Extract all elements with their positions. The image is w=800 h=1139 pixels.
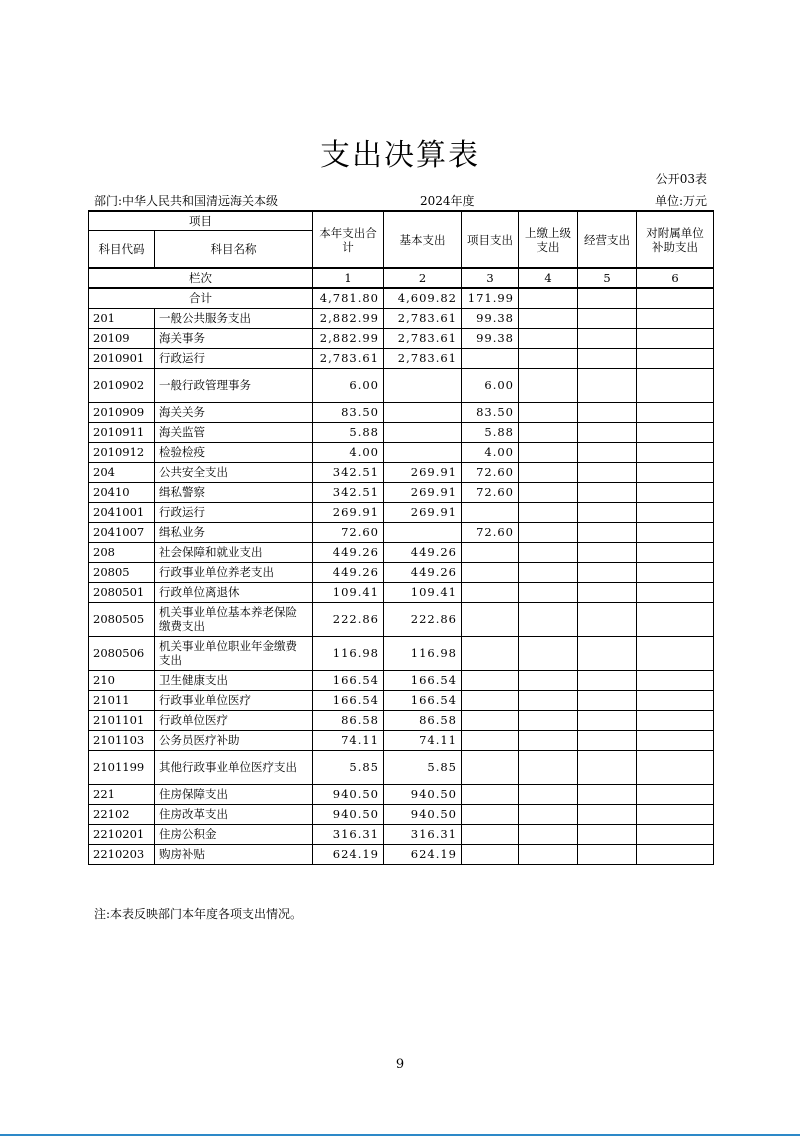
row-code: 2010902 [89, 368, 155, 402]
row-subsidy [637, 670, 714, 690]
row-upper [519, 482, 578, 502]
table-row [89, 422, 714, 442]
row-basic: 74.11 [384, 730, 462, 750]
header-basic: 基本支出 [384, 211, 462, 268]
row-code: 2101101 [89, 710, 155, 730]
row-total: 86.58 [313, 710, 384, 730]
row-upper [519, 602, 578, 636]
row-name: 社会保障和就业支出 [155, 542, 313, 562]
row-subsidy [637, 750, 714, 784]
row-code: 201 [89, 308, 155, 328]
row-subsidy [637, 462, 714, 482]
column-num: 5 [578, 268, 637, 288]
column-num: 6 [637, 268, 714, 288]
row-upper [519, 582, 578, 602]
row-subsidy [637, 542, 714, 562]
page-number: 9 [395, 1057, 405, 1072]
table-row [89, 582, 714, 602]
table-row [89, 542, 714, 562]
row-business [578, 670, 637, 690]
row-subsidy [637, 730, 714, 750]
row-subsidy [637, 784, 714, 804]
row-project: 5.88 [462, 422, 519, 442]
row-business [578, 582, 637, 602]
row-subsidy [637, 502, 714, 522]
row-subsidy [637, 804, 714, 824]
row-total: 940.50 [313, 804, 384, 824]
column-num: 4 [519, 268, 578, 288]
row-project [462, 844, 519, 864]
row-name: 住房公积金 [155, 824, 313, 844]
page-title: 支出决算表 [320, 138, 480, 173]
row-project: 72.60 [462, 462, 519, 482]
table-row [89, 804, 714, 824]
row-upper [519, 542, 578, 562]
row-name: 海关关务 [155, 402, 313, 422]
row-total: 2,783.61 [313, 348, 384, 368]
row-project [462, 690, 519, 710]
table-row [89, 502, 714, 522]
row-upper [519, 442, 578, 462]
row-business [578, 462, 637, 482]
row-total: 116.98 [313, 636, 384, 670]
row-basic: 940.50 [384, 784, 462, 804]
row-project: 4.00 [462, 442, 519, 462]
unit-label: 单位:万元 [654, 194, 707, 208]
header-subsidy: 对附属单位补助支出 [637, 211, 714, 268]
row-subsidy [637, 368, 714, 402]
row-business [578, 824, 637, 844]
row-business [578, 844, 637, 864]
row-total: 4.00 [313, 442, 384, 462]
row-name: 行政事业单位医疗 [155, 690, 313, 710]
row-upper [519, 422, 578, 442]
row-basic [384, 522, 462, 542]
row-business [578, 422, 637, 442]
row-business [578, 750, 637, 784]
row-upper [519, 670, 578, 690]
row-name: 行政单位医疗 [155, 710, 313, 730]
table-row [89, 562, 714, 582]
row-business [578, 442, 637, 462]
row-upper [519, 348, 578, 368]
row-basic: 2,783.61 [384, 328, 462, 348]
row-business [578, 328, 637, 348]
row-code: 204 [89, 462, 155, 482]
total-subsidy [637, 288, 714, 308]
row-subsidy [637, 402, 714, 422]
row-upper [519, 804, 578, 824]
row-project [462, 502, 519, 522]
row-subsidy [637, 844, 714, 864]
row-name: 机关事业单位职业年金缴费支出 [155, 636, 313, 670]
row-total: 109.41 [313, 582, 384, 602]
row-project [462, 710, 519, 730]
row-business [578, 730, 637, 750]
row-business [578, 784, 637, 804]
row-basic: 166.54 [384, 670, 462, 690]
row-project: 99.38 [462, 328, 519, 348]
row-basic: 269.91 [384, 482, 462, 502]
row-code: 2080501 [89, 582, 155, 602]
row-total: 342.51 [313, 462, 384, 482]
row-basic [384, 422, 462, 442]
row-subsidy [637, 690, 714, 710]
row-total: 316.31 [313, 824, 384, 844]
row-code: 2101103 [89, 730, 155, 750]
row-code: 20410 [89, 482, 155, 502]
row-name: 一般公共服务支出 [155, 308, 313, 328]
column-number-row [89, 268, 714, 288]
row-project [462, 602, 519, 636]
row-code: 208 [89, 542, 155, 562]
row-business [578, 562, 637, 582]
row-upper [519, 328, 578, 348]
row-upper [519, 502, 578, 522]
department-label: 部门:中华人民共和国清远海关本级 [94, 194, 279, 208]
row-business [578, 710, 637, 730]
row-code: 2210203 [89, 844, 155, 864]
row-subsidy [637, 482, 714, 502]
table-row [89, 368, 714, 402]
row-total: 72.60 [313, 522, 384, 542]
row-upper [519, 784, 578, 804]
row-business [578, 402, 637, 422]
row-name: 机关事业单位基本养老保险缴费支出 [155, 602, 313, 636]
row-total: 83.50 [313, 402, 384, 422]
row-name: 一般行政管理事务 [155, 368, 313, 402]
row-basic: 624.19 [384, 844, 462, 864]
row-upper [519, 730, 578, 750]
row-code: 21011 [89, 690, 155, 710]
row-name: 检验检疫 [155, 442, 313, 462]
row-business [578, 690, 637, 710]
row-code: 2080506 [89, 636, 155, 670]
row-name: 行政事业单位养老支出 [155, 562, 313, 582]
table-row [89, 690, 714, 710]
row-business [578, 602, 637, 636]
table-row [89, 462, 714, 482]
row-project [462, 670, 519, 690]
table-row [89, 602, 714, 636]
row-project [462, 730, 519, 750]
row-project: 6.00 [462, 368, 519, 402]
row-total: 2,882.99 [313, 308, 384, 328]
row-basic: 86.58 [384, 710, 462, 730]
column-num: 3 [462, 268, 519, 288]
row-code: 20109 [89, 328, 155, 348]
row-basic: 940.50 [384, 804, 462, 824]
row-name: 海关事务 [155, 328, 313, 348]
table-row [89, 308, 714, 328]
table-row [89, 442, 714, 462]
row-basic: 269.91 [384, 502, 462, 522]
row-project [462, 582, 519, 602]
row-subsidy [637, 348, 714, 368]
row-total: 6.00 [313, 368, 384, 402]
row-upper [519, 562, 578, 582]
row-basic: 222.86 [384, 602, 462, 636]
row-business [578, 348, 637, 368]
row-basic: 5.85 [384, 750, 462, 784]
row-code: 2080505 [89, 602, 155, 636]
row-business [578, 308, 637, 328]
row-upper [519, 462, 578, 482]
row-code: 2041001 [89, 502, 155, 522]
header-total: 本年支出合计 [313, 211, 384, 268]
table-row [89, 710, 714, 730]
row-name: 购房补贴 [155, 844, 313, 864]
row-total: 449.26 [313, 542, 384, 562]
row-project [462, 784, 519, 804]
row-code: 2010912 [89, 442, 155, 462]
row-name: 其他行政事业单位医疗支出 [155, 750, 313, 784]
row-subsidy [637, 582, 714, 602]
header-project: 项目 [89, 211, 313, 230]
row-code: 2101199 [89, 750, 155, 784]
total-basic: 4,609.82 [384, 288, 462, 308]
row-upper [519, 522, 578, 542]
row-upper [519, 308, 578, 328]
row-subsidy [637, 442, 714, 462]
column-num: 2 [384, 268, 462, 288]
row-name: 公共安全支出 [155, 462, 313, 482]
total-amount: 4,781.80 [313, 288, 384, 308]
row-project [462, 348, 519, 368]
row-code: 2041007 [89, 522, 155, 542]
row-code: 2010901 [89, 348, 155, 368]
row-business [578, 804, 637, 824]
expenditure-table [88, 210, 714, 865]
row-business [578, 502, 637, 522]
row-subsidy [637, 562, 714, 582]
row-total: 940.50 [313, 784, 384, 804]
row-upper [519, 368, 578, 402]
row-subsidy [637, 522, 714, 542]
row-basic [384, 442, 462, 462]
footer-rule [0, 1134, 800, 1136]
row-basic: 2,783.61 [384, 348, 462, 368]
table-row [89, 402, 714, 422]
row-project [462, 636, 519, 670]
row-name: 公务员医疗补助 [155, 730, 313, 750]
row-code: 20805 [89, 562, 155, 582]
row-upper [519, 750, 578, 784]
row-total: 5.85 [313, 750, 384, 784]
row-project [462, 824, 519, 844]
row-subsidy [637, 824, 714, 844]
fiscal-year: 2024年度 [420, 194, 475, 208]
row-total: 624.19 [313, 844, 384, 864]
column-num: 1 [313, 268, 384, 288]
table-row [89, 784, 714, 804]
row-total: 269.91 [313, 502, 384, 522]
table-row [89, 482, 714, 502]
row-basic: 109.41 [384, 582, 462, 602]
row-project: 72.60 [462, 482, 519, 502]
column-label: 栏次 [89, 268, 313, 288]
row-total: 449.26 [313, 562, 384, 582]
table-row [89, 670, 714, 690]
row-name: 住房改革支出 [155, 804, 313, 824]
row-basic: 116.98 [384, 636, 462, 670]
table-note: 注:本表反映部门本年度各项支出情况。 [94, 907, 303, 921]
row-code: 2010909 [89, 402, 155, 422]
row-name: 卫生健康支出 [155, 670, 313, 690]
row-upper [519, 844, 578, 864]
row-name: 行政运行 [155, 348, 313, 368]
row-code: 210 [89, 670, 155, 690]
row-project: 72.60 [462, 522, 519, 542]
row-name: 缉私业务 [155, 522, 313, 542]
row-basic: 449.26 [384, 562, 462, 582]
row-subsidy [637, 328, 714, 348]
row-total: 74.11 [313, 730, 384, 750]
row-business [578, 368, 637, 402]
table-row [89, 522, 714, 542]
row-upper [519, 690, 578, 710]
form-number: 公开03表 [655, 172, 707, 186]
row-project: 99.38 [462, 308, 519, 328]
row-subsidy [637, 710, 714, 730]
header-name: 科目名称 [155, 230, 313, 268]
row-basic: 269.91 [384, 462, 462, 482]
row-subsidy [637, 308, 714, 328]
header-row-1 [89, 211, 714, 230]
row-project [462, 542, 519, 562]
total-business [578, 288, 637, 308]
table-row [89, 730, 714, 750]
header-upper: 上缴上级支出 [519, 211, 578, 268]
row-total: 166.54 [313, 690, 384, 710]
header-business: 经营支出 [578, 211, 637, 268]
row-code: 2010911 [89, 422, 155, 442]
table-row [89, 348, 714, 368]
row-business [578, 482, 637, 502]
row-upper [519, 710, 578, 730]
header-code: 科目代码 [89, 230, 155, 268]
row-total: 166.54 [313, 670, 384, 690]
row-basic [384, 402, 462, 422]
row-name: 行政运行 [155, 502, 313, 522]
row-total: 5.88 [313, 422, 384, 442]
row-basic: 449.26 [384, 542, 462, 562]
row-project [462, 750, 519, 784]
row-business [578, 522, 637, 542]
row-upper [519, 636, 578, 670]
row-name: 海关监管 [155, 422, 313, 442]
table-row [89, 636, 714, 670]
table-row [89, 328, 714, 348]
row-code: 22102 [89, 804, 155, 824]
row-basic: 2,783.61 [384, 308, 462, 328]
row-business [578, 636, 637, 670]
row-subsidy [637, 422, 714, 442]
row-basic: 316.31 [384, 824, 462, 844]
row-project: 83.50 [462, 402, 519, 422]
row-total: 342.51 [313, 482, 384, 502]
row-code: 221 [89, 784, 155, 804]
total-project: 171.99 [462, 288, 519, 308]
row-subsidy [637, 602, 714, 636]
row-total: 222.86 [313, 602, 384, 636]
row-basic [384, 368, 462, 402]
row-upper [519, 824, 578, 844]
row-project [462, 562, 519, 582]
row-business [578, 542, 637, 562]
total-row [89, 288, 714, 308]
row-code: 2210201 [89, 824, 155, 844]
total-label: 合计 [89, 288, 313, 308]
row-subsidy [637, 636, 714, 670]
row-project [462, 804, 519, 824]
table-row [89, 750, 714, 784]
table-row [89, 824, 714, 844]
row-total: 2,882.99 [313, 328, 384, 348]
total-upper [519, 288, 578, 308]
row-name: 缉私警察 [155, 482, 313, 502]
row-name: 行政单位离退休 [155, 582, 313, 602]
row-upper [519, 402, 578, 422]
header-project-expense: 项目支出 [462, 211, 519, 268]
row-name: 住房保障支出 [155, 784, 313, 804]
row-basic: 166.54 [384, 690, 462, 710]
table-row [89, 844, 714, 864]
